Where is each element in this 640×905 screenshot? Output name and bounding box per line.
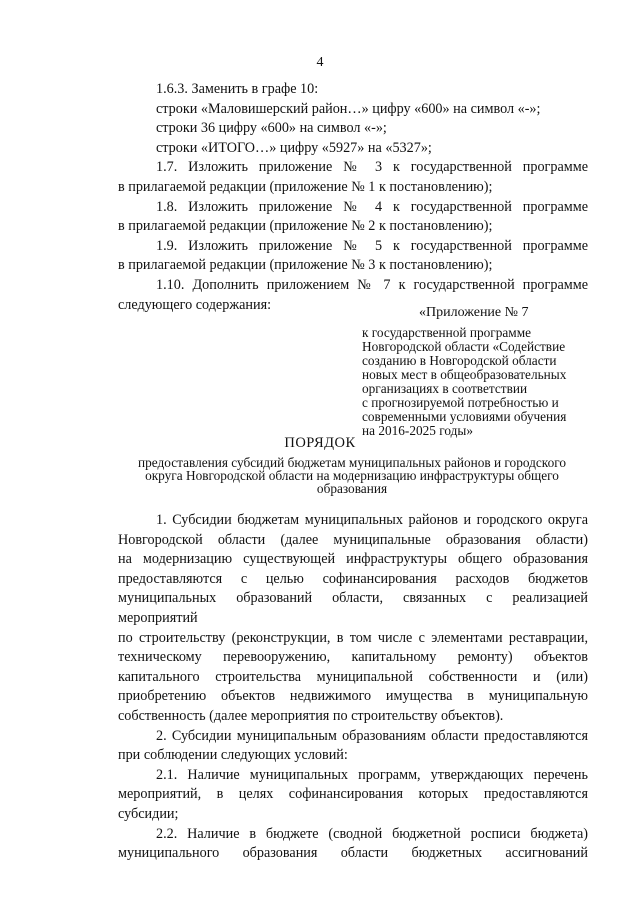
appendix-line: организациях в соответствии <box>362 381 528 396</box>
order-body <box>118 511 588 864</box>
item-line: следующего содержания: <box>118 296 272 313</box>
item-line: 1.8. Изложить приложение № 4 к государственной программе <box>156 198 588 215</box>
body-line: 2.1. Наличие муниципальных программ, утверждающих перечень <box>156 766 588 783</box>
item-line: в прилагаемой редакции (приложение № 1 к постановлению); <box>118 178 493 195</box>
order-subtitle-line: образования <box>316 481 388 496</box>
item-line: 1.10. Дополнить приложением № 7 к государственной программе <box>156 276 588 293</box>
appendix-line: новых мест в общеобразовательных <box>362 367 567 382</box>
order-subtitle <box>122 456 582 495</box>
appendix-line: с прогнозируемой потребностью и <box>362 395 559 410</box>
appendix-line: созданию в Новгородской области <box>362 353 557 368</box>
appendix-line: Новгородской области «Содействие <box>362 339 566 354</box>
item-line: 1.7. Изложить приложение № 3 к государственной программе <box>156 159 588 176</box>
page-number: 4 <box>316 55 324 70</box>
order-subtitle-line: предоставления субсидий бюджетам муниципальных районов и городского <box>137 455 566 470</box>
appendix-title: «Приложение № 7 <box>419 305 529 320</box>
order-title: ПОРЯДОК <box>284 435 356 451</box>
body-line: капитального строительства муниципальной собственности и (или) <box>118 668 588 685</box>
body-line: муниципальных образований области, связанных с реализацией мероприятий <box>118 590 588 626</box>
item-line: в прилагаемой редакции (приложение № 2 к постановлению); <box>118 218 493 235</box>
body-line: мероприятий, в целях софинансирования которых предоставляются <box>118 786 588 803</box>
amendment-line: строки «ИТОГО…» цифру «5927» на «5327»; <box>156 139 432 156</box>
appendix-line: к государственной программе <box>362 325 532 340</box>
amendment-section <box>118 80 588 315</box>
body-line: муниципального образования области бюджетных ассигнований <box>118 845 588 862</box>
body-line: на модернизацию существующей инфраструктуры общего образования <box>118 551 588 568</box>
body-line: техническому перевооружению, капитальному ремонту) объектов <box>118 649 588 666</box>
body-line: субсидии; <box>118 805 179 822</box>
body-line: 2. Субсидии муниципальным образованиям области предоставляются <box>156 727 588 744</box>
body-line: приобретению объектов недвижимого имущества в муниципальную <box>118 688 588 705</box>
body-line: при соблюдении следующих условий: <box>118 747 348 764</box>
appendix-header <box>362 306 598 438</box>
body-line: предоставляются с целью софинансирования расходов бюджетов <box>118 570 588 587</box>
body-line: 2.2. Наличие в бюджете (сводной бюджетной росписи бюджета) <box>156 825 588 842</box>
amendment-line: строки «Маловишерский район…» цифру «600» на символ «-»; <box>156 100 541 117</box>
item-line: в прилагаемой редакции (приложение № 3 к постановлению); <box>118 257 493 274</box>
body-line: 1. Субсидии бюджетам муниципальных районов и городского округа <box>156 512 588 528</box>
body-line: Новгородской области (далее муниципальные образования области) <box>118 531 588 548</box>
amendment-line: 1.6.3. Заменить в графе 10: <box>156 81 319 97</box>
item-line: 1.9. Изложить приложение № 5 к государственной программе <box>156 237 588 254</box>
appendix-line: современными условиями обучения <box>362 409 567 424</box>
body-line: по строительству (реконструкции, в том числе с элементами реставрации, <box>118 629 588 646</box>
body-line: собственность (далее мероприятия по строительству объектов). <box>118 707 504 724</box>
appendix-line: на 2016-2025 годы» <box>362 423 474 438</box>
amendment-line: строки 36 цифру «600» на символ «-»; <box>156 120 387 137</box>
order-subtitle-line: округа Новгородской области на модернизацию инфраструктуры общего <box>145 468 559 483</box>
